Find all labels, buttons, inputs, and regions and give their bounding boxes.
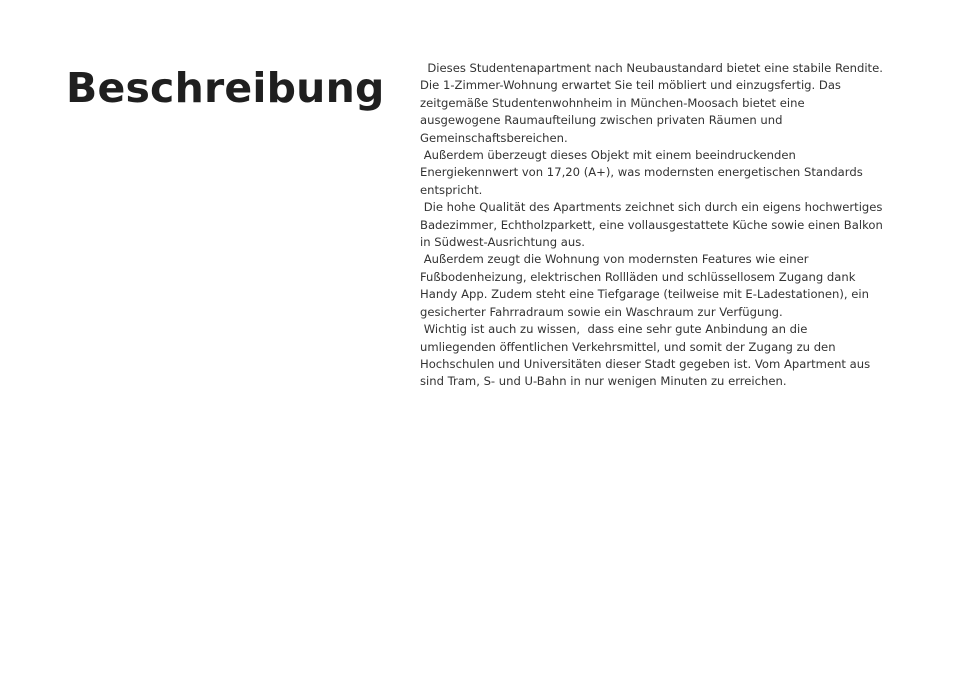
description-paragraph: Außerdem zeugt die Wohnung von modernsten Features wie einer Fußbodenheizung, elektrischen Rollläden und schlüssellosem Zugang dank Handy App. Zudem steht eine Tiefgarage (teilweise mit E-Ladestationen), ein gesicherter Fahrradraum sowie ein Waschraum zur Verfügung.: [420, 252, 873, 319]
description-paragraph: Wichtig ist auch zu wissen, dass eine sehr gute Anbindung an die umliegenden öffentlichen Verkehrsmittel, und somit der Zugang zu den Hochschulen und Universitäten dieser Stadt gegeben ist. Vom Apartment aus sind Tram, S- und U-Bahn in nur wenigen Minuten zu erreichen.: [420, 322, 874, 389]
description-paragraph: Außerdem überzeugt dieses Objekt mit einem beeindruckenden Energiekennwert von 17,20 (A+), was modernsten energetischen Standards entspricht.: [420, 148, 867, 197]
description-paragraph: Dieses Studentenapartment nach Neubaustandard bietet eine stabile Rendite. Die 1-Zimmer-Wohnung erwartet Sie teil möbliert und einzugsfertig. Das zeitgemäße Studentenwohnheim in München-Moosach bietet eine ausgewogene Raumaufteilung zwischen privaten Räumen und Gemeinschaftsbereichen.: [420, 61, 887, 145]
description-text-block: [420, 60, 885, 391]
page-heading: Beschreibung: [66, 64, 385, 112]
description-paragraph: Die hohe Qualität des Apartments zeichnet sich durch ein eigens hochwertiges Badezimmer, Echtholzparkett, eine vollausgestattete Küche sowie einen Balkon in Südwest-Ausrichtung aus.: [420, 200, 887, 250]
